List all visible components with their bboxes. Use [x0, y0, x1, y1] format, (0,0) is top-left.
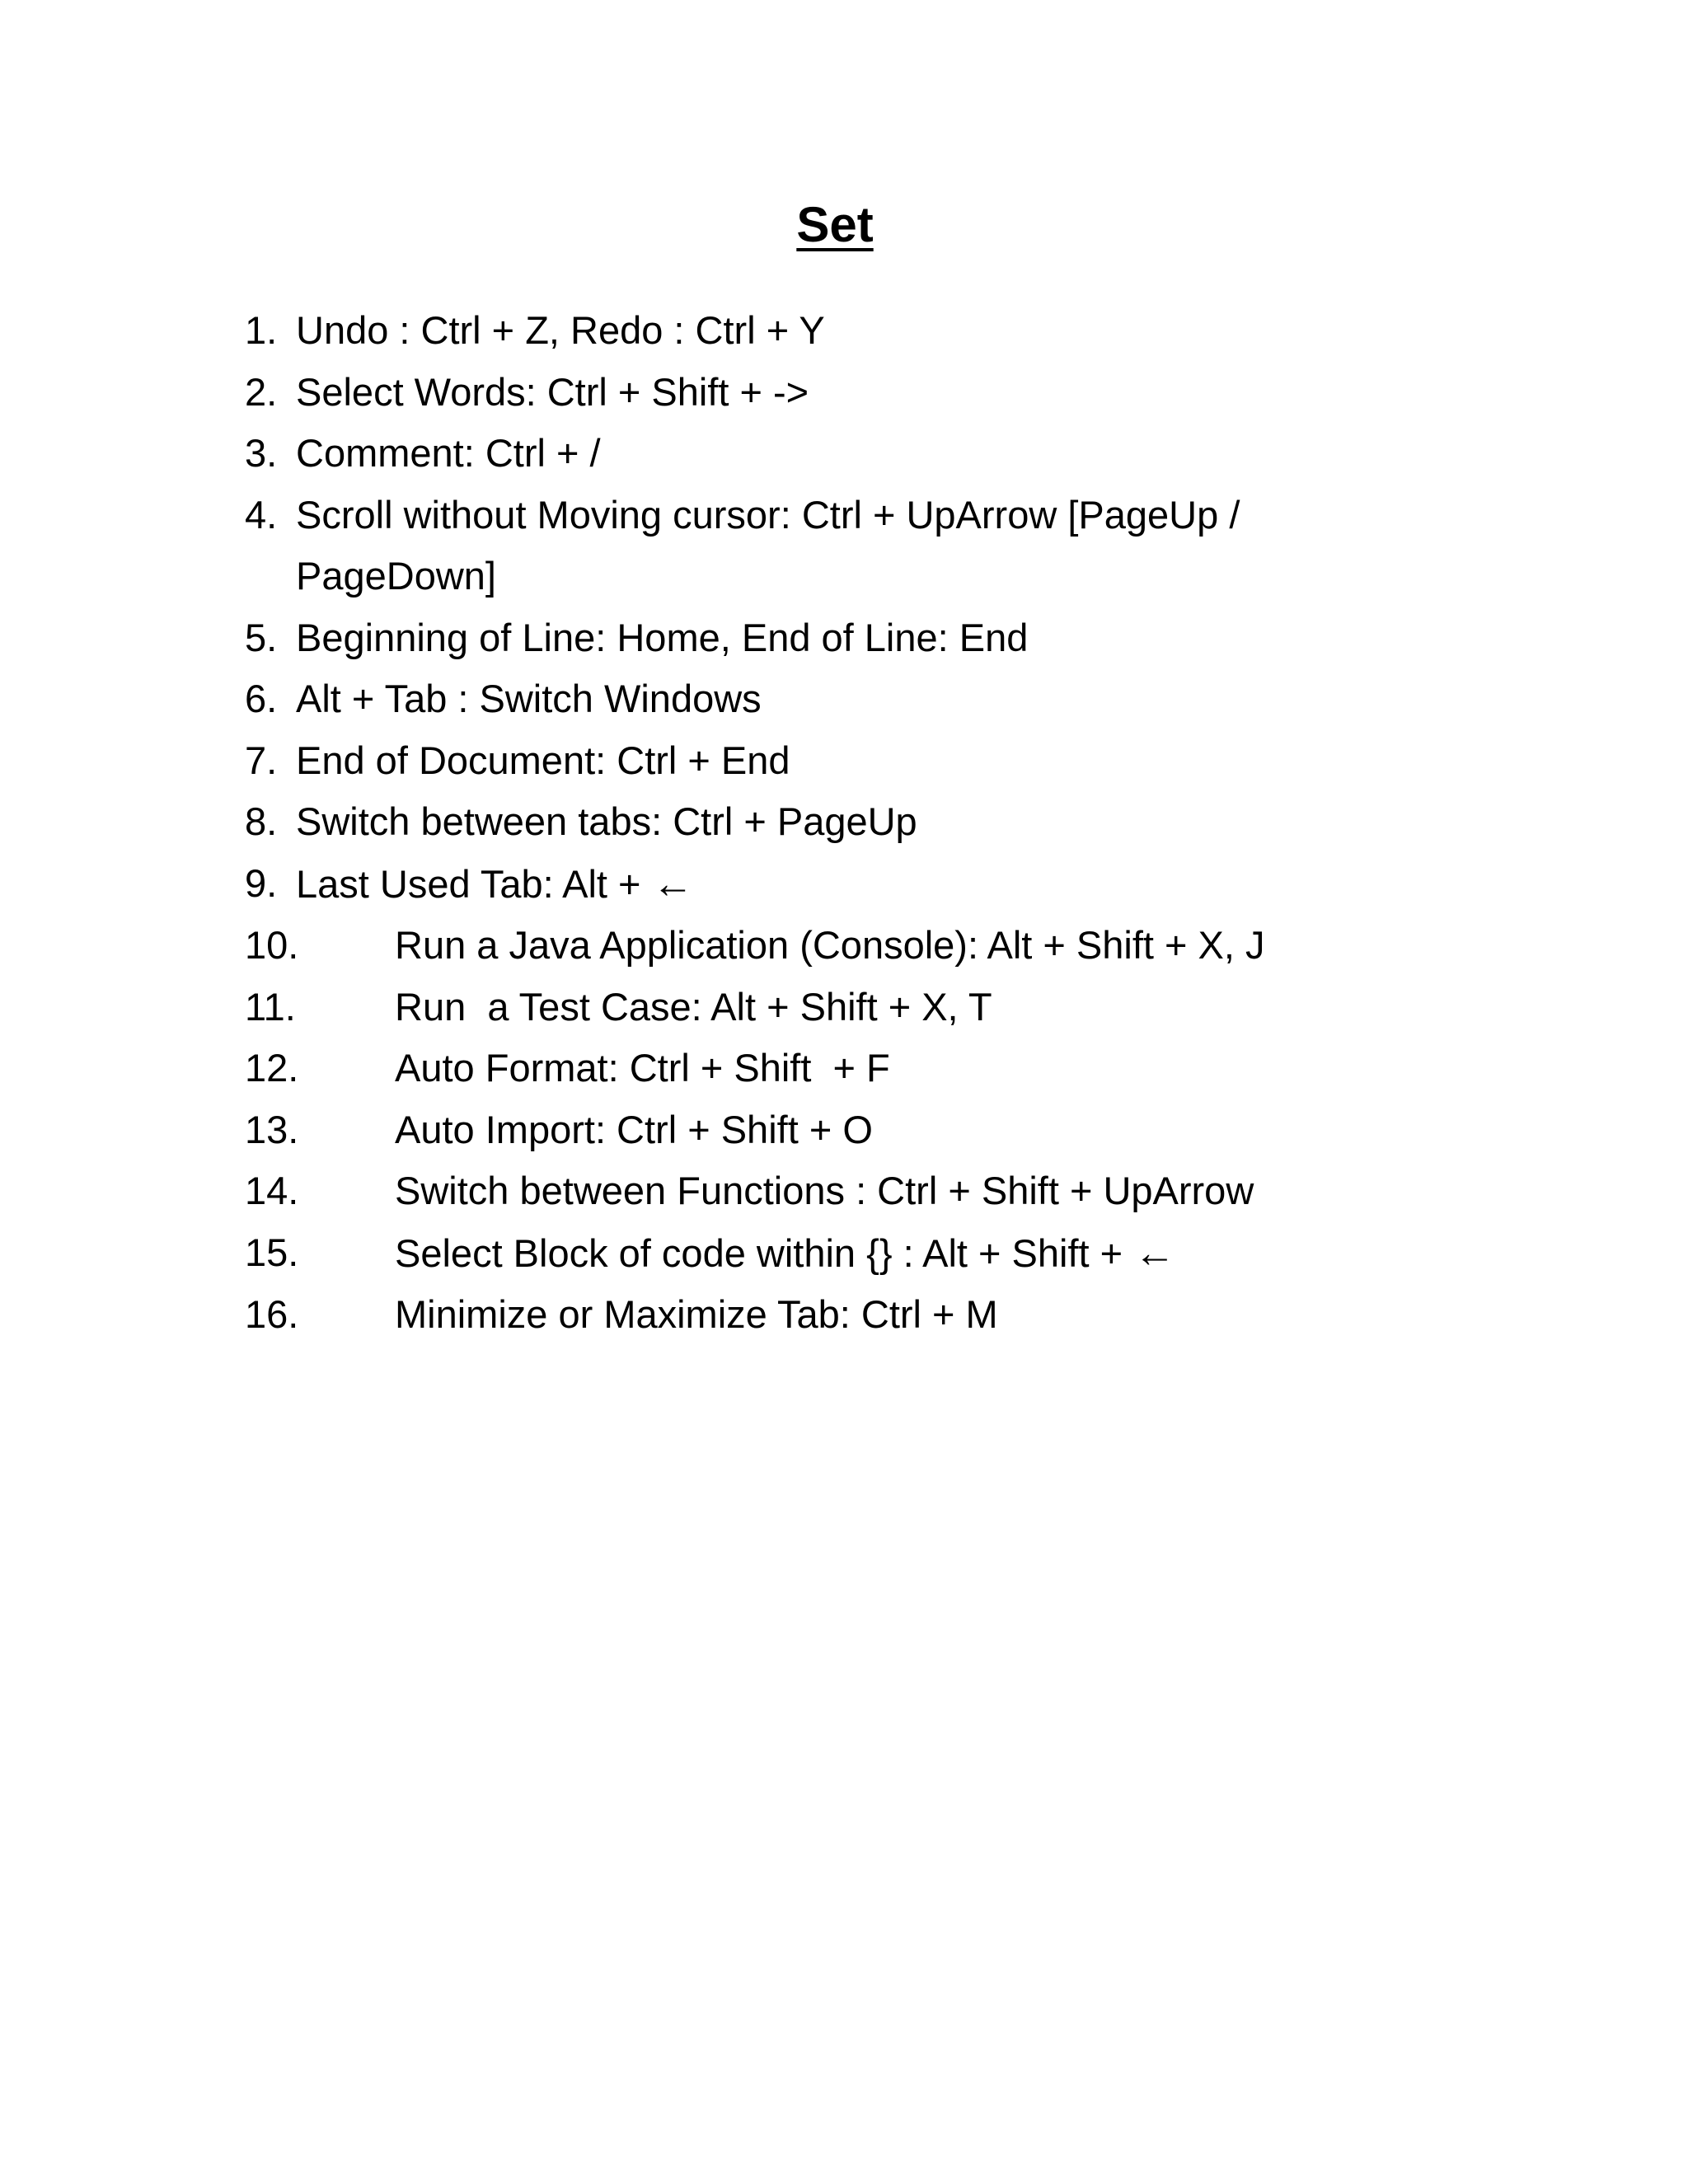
item-text: Minimize or Maximize Tab: Ctrl + M: [395, 1292, 998, 1336]
item-number: 9.: [245, 860, 278, 905]
item-text: Undo : Ctrl + Z, Redo : Ctrl + Y: [296, 308, 825, 352]
left-arrow-icon: ←: [652, 860, 694, 907]
item-number: 7.: [245, 738, 278, 782]
item-text: Last Used Tab: Alt +: [296, 861, 641, 906]
item-number: 5.: [245, 615, 278, 659]
item-number: 8.: [245, 799, 278, 843]
item-number: 14.: [245, 1169, 299, 1212]
item-text: Run a Java Application (Console): Alt + Shift + X, J: [395, 923, 1265, 967]
item-text: End of Document: Ctrl + End: [296, 738, 790, 782]
item-number: 1.: [245, 308, 278, 352]
item-text: Beginning of Line: Home, End of Line: End: [296, 615, 1029, 659]
list-item: [245, 300, 1399, 362]
item-text: Switch between tabs: Ctrl + PageUp: [296, 799, 917, 843]
item-text: Run a Test Case: Alt + Shift + X, T: [395, 984, 992, 1029]
item-text-wrapper: [245, 1222, 1399, 1285]
item-number: 12.: [245, 1046, 299, 1090]
list-item: [245, 977, 1399, 1038]
list-item: [245, 362, 1399, 424]
item-number: 2.: [245, 369, 278, 414]
list-item: [245, 1099, 1399, 1161]
list-item: [245, 668, 1399, 730]
list-item: [245, 915, 1399, 977]
item-text: Comment: Ctrl + /: [296, 431, 601, 475]
shortcut-list: [245, 300, 1399, 1346]
item-number: 4.: [245, 492, 278, 537]
list-item: [245, 1284, 1399, 1346]
item-text: Auto Import: Ctrl + Shift + O: [395, 1107, 873, 1151]
item-number: 6.: [245, 677, 278, 720]
item-number: 3.: [245, 431, 278, 475]
item-number: 15.: [245, 1230, 299, 1274]
page-title: Set: [796, 197, 874, 252]
item-text: Select Block of code within {} : Alt + Shift +: [395, 1230, 1123, 1275]
item-text: Select Words: Ctrl + Shift + ->: [296, 369, 809, 414]
item-text-wrapper: [245, 853, 1399, 916]
list-item: [245, 791, 1399, 853]
list-item: [245, 485, 1399, 607]
item-number: 10.: [245, 923, 299, 967]
list-item: [245, 1038, 1399, 1099]
list-item: [245, 1160, 1399, 1222]
item-number: 16.: [245, 1292, 299, 1336]
item-text: Auto Format: Ctrl + Shift + F: [395, 1046, 890, 1090]
left-arrow-icon: ←: [1134, 1229, 1176, 1276]
list-item: [245, 607, 1399, 669]
list-item: [245, 730, 1399, 792]
list-item: [245, 1222, 1399, 1285]
item-text: Alt + Tab : Switch Windows: [296, 677, 762, 720]
item-number: 13.: [245, 1107, 299, 1151]
item-number: 11.: [245, 984, 296, 1029]
list-item: [245, 423, 1399, 485]
item-text: Switch between Functions : Ctrl + Shift + UpArrow: [395, 1169, 1254, 1212]
list-item: [245, 853, 1399, 916]
item-text: Scroll without Moving cursor: Ctrl + UpArrow [PageUp / PageDown]: [296, 492, 1240, 598]
